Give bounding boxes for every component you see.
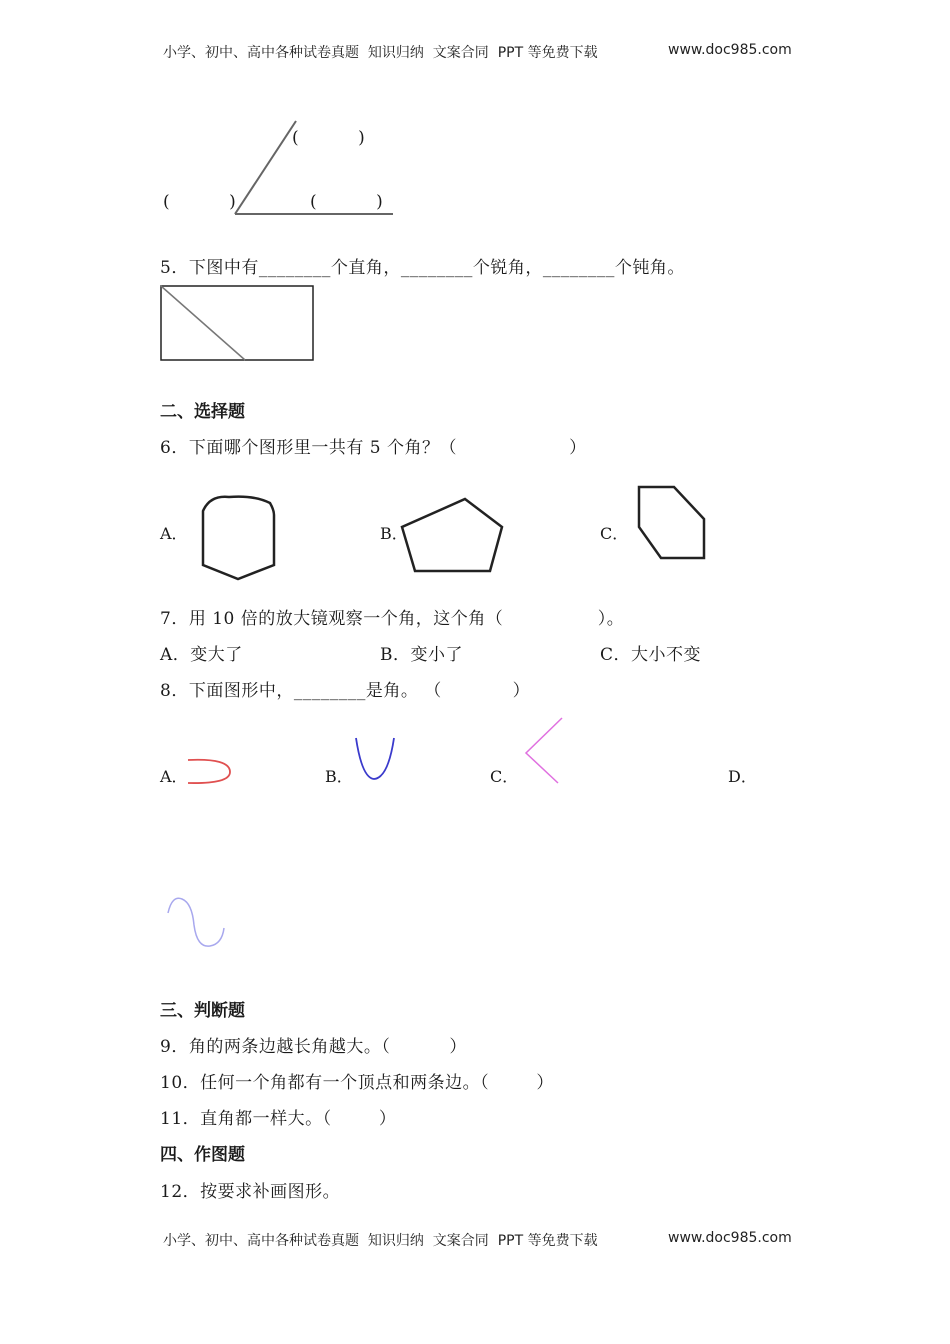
angle-label-top: ( ) <box>292 128 366 148</box>
shape-d-wave <box>168 898 224 946</box>
q8-option-a-label[interactable]: A． <box>160 767 188 786</box>
header-site-link[interactable]: www.doc985.com <box>668 42 792 58</box>
q7-option-a[interactable]: A．变大了 <box>160 645 243 665</box>
angle-label-vertex: ( ) <box>163 192 237 212</box>
shape-b-blue-parabola <box>356 738 394 779</box>
q6-option-c-label[interactable]: C． <box>600 524 629 543</box>
section-title-drawing: 四、作图题 <box>160 1145 245 1165</box>
q7-option-b[interactable]: B．变小了 <box>380 645 463 665</box>
header-banner-text: 小学、初中、高中各种试卷真题 知识归纳 文案合同 PPT 等免费下载 <box>163 45 598 61</box>
section-title-choice: 二、选择题 <box>160 402 245 422</box>
q8-option-c-label[interactable]: C． <box>490 767 519 786</box>
question-9: 9．角的两条边越长角越大。（ ） <box>160 1037 467 1057</box>
q8-option-d-label[interactable]: D． <box>728 767 757 786</box>
question-7: 7．用 10 倍的放大镜观察一个角，这个角（ ）。 <box>160 609 625 629</box>
footer-site-link[interactable]: www.doc985.com <box>668 1230 792 1246</box>
q7-option-c[interactable]: C．大小不变 <box>600 645 702 665</box>
shape-c-pink-angle <box>526 718 562 783</box>
question-10: 10．任何一个角都有一个顶点和两条边。（ ） <box>160 1073 554 1093</box>
footer-banner-text: 小学、初中、高中各种试卷真题 知识归纳 文案合同 PPT 等免费下载 <box>163 1233 598 1249</box>
q6-option-b-label[interactable]: B． <box>380 524 408 543</box>
question-8: 8．下面图形中，________是角。 （ ） <box>160 681 531 701</box>
angle-label-side: ( ) <box>310 192 384 212</box>
question-5: 5．下图中有________个直角，________个锐角，________个钝角。 <box>160 258 685 278</box>
question-6: 6．下面哪个图形里一共有 5 个角？（ ） <box>160 438 587 458</box>
question-12: 12．按要求补画图形。 <box>160 1182 341 1202</box>
section-title-judgment: 三、判断题 <box>160 1001 245 1021</box>
shape-a-red-curve <box>188 760 230 783</box>
q6-option-a-label[interactable]: A． <box>160 524 188 543</box>
question-11: 11．直角都一样大。（ ） <box>160 1109 397 1129</box>
q8-option-b-label[interactable]: B． <box>325 767 353 786</box>
